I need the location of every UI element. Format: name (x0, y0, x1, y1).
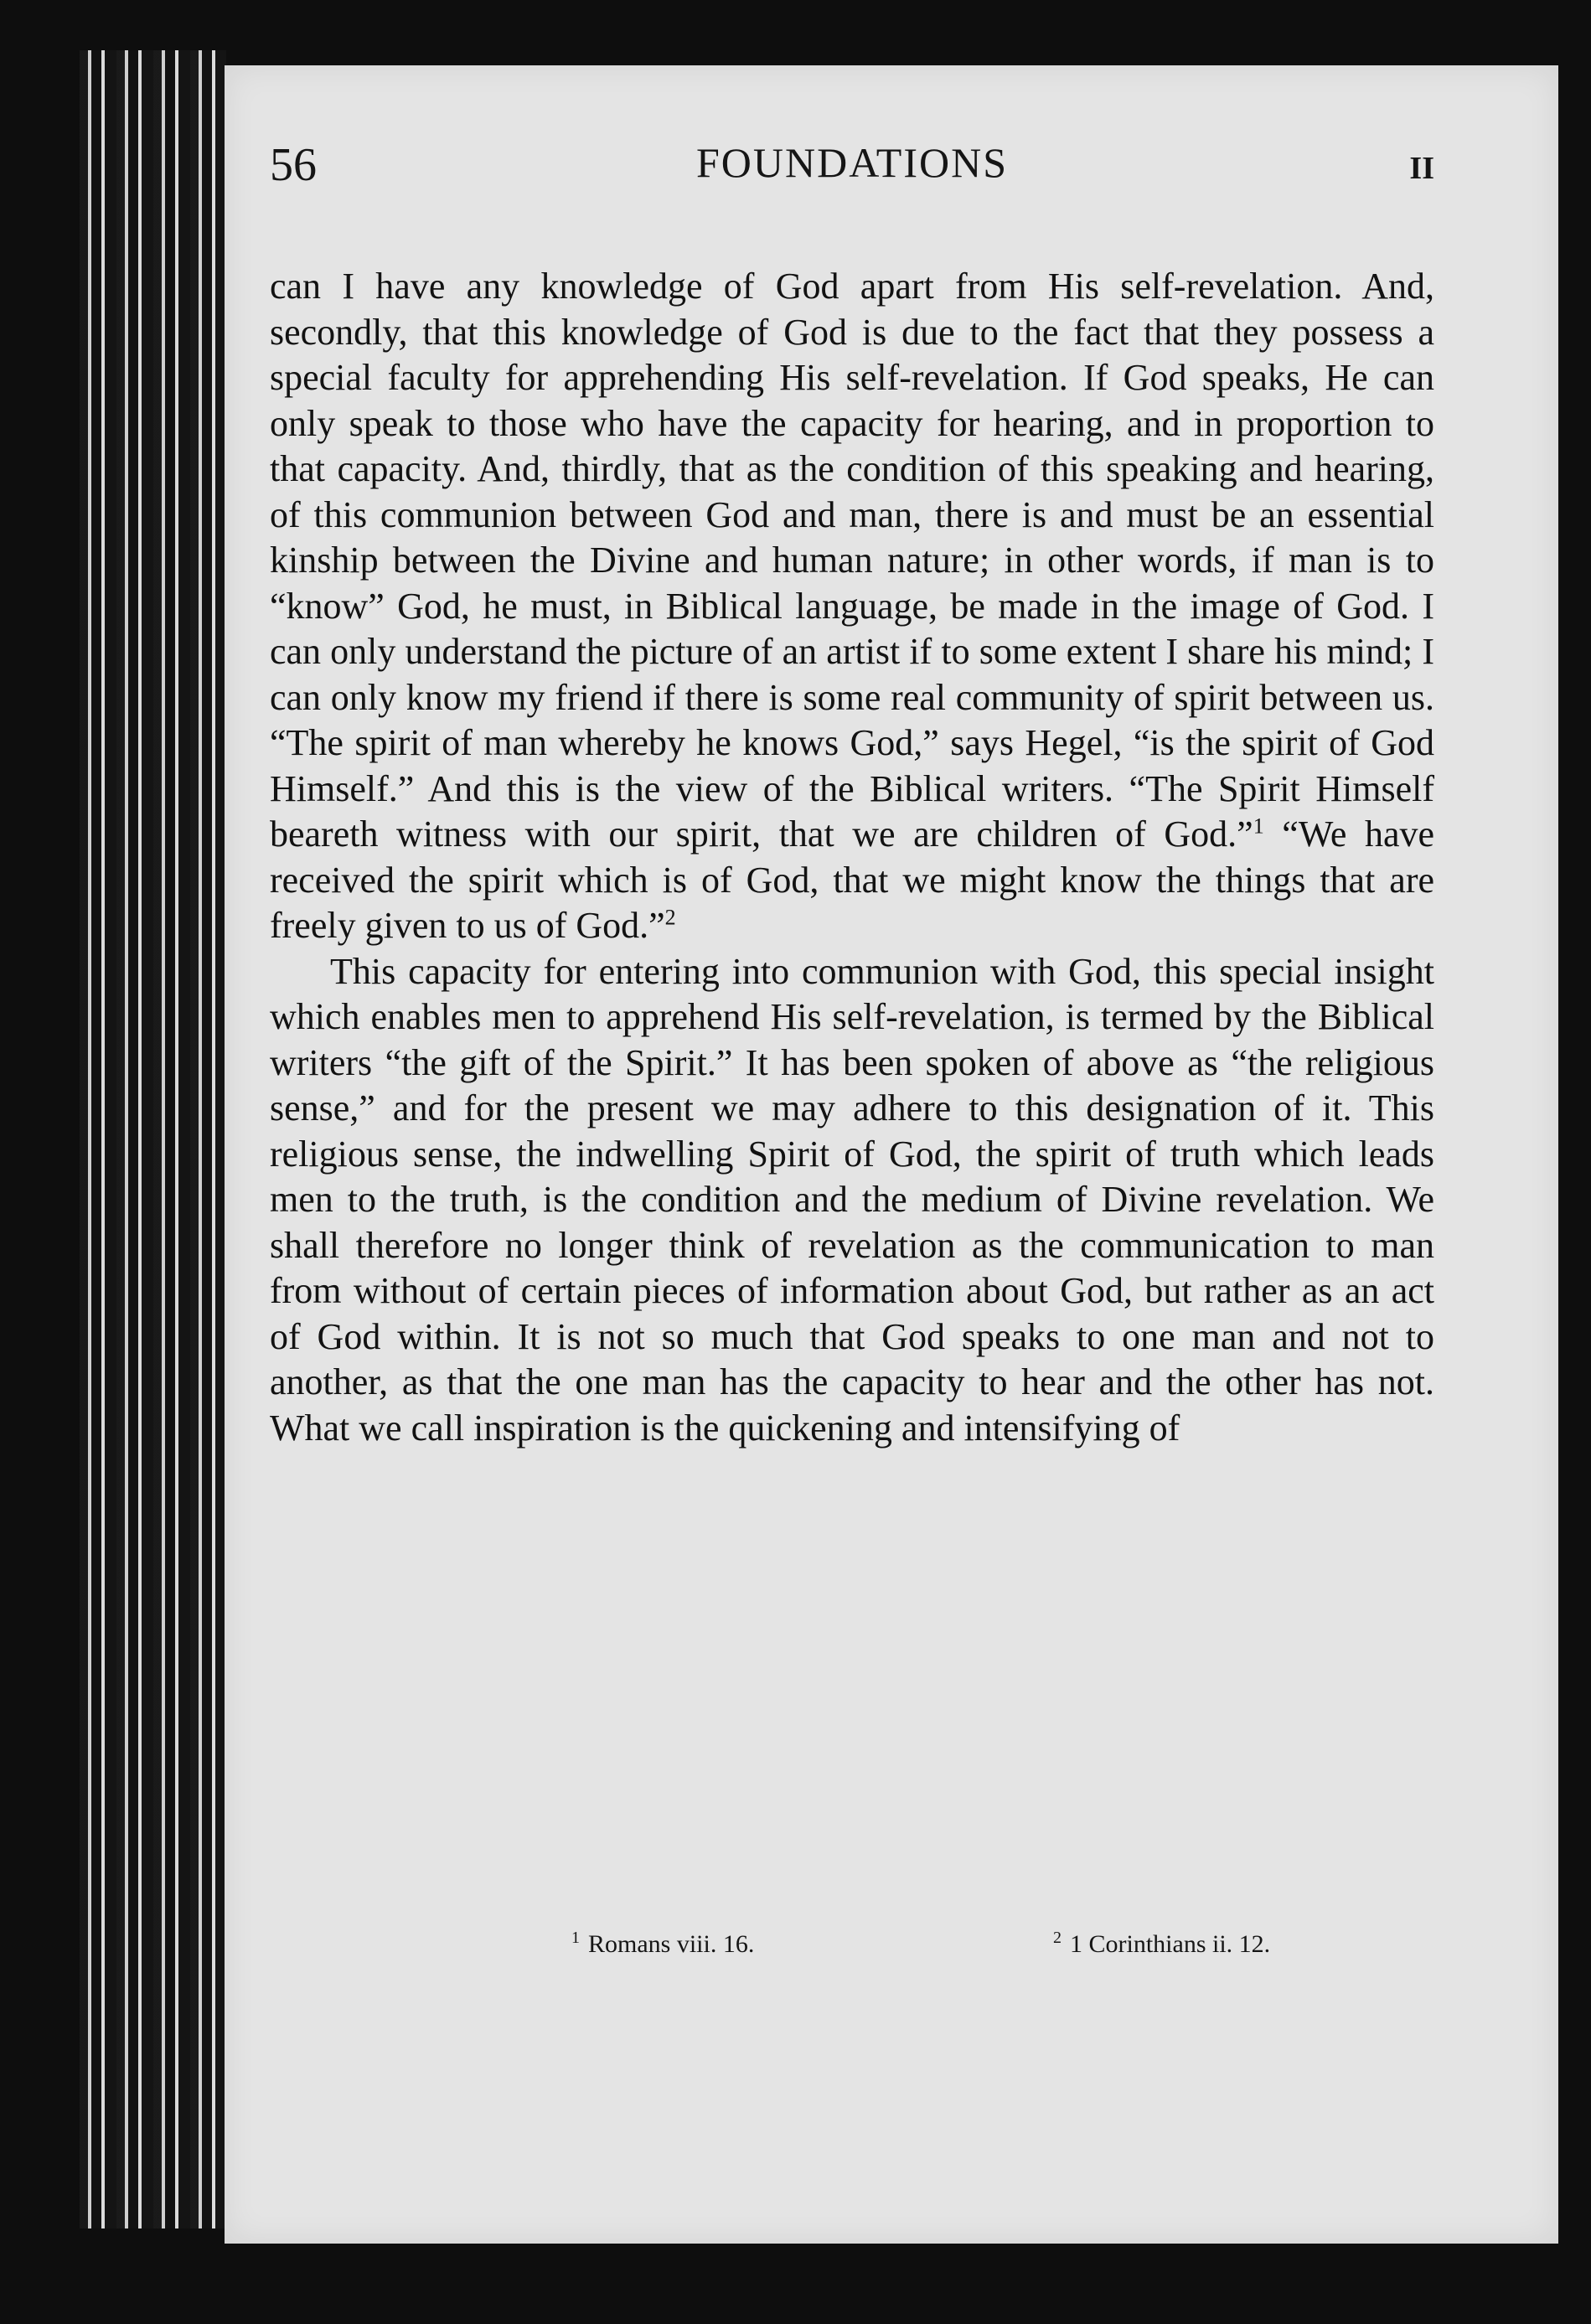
section-number: II (1409, 151, 1434, 186)
footnote-2-text: 1 Corinthians ii. 12. (1070, 1930, 1271, 1958)
footnote-ref-2: 2 (664, 905, 676, 930)
page-number: 56 (270, 139, 317, 191)
footnote-1 (571, 1929, 754, 1959)
paragraph-2: This capacity for entering into communion with God, this special insight which enables men to apprehend His self-revelation, is termed by the Biblical writers “the gift of the Spirit.” It has been spoken of above as “the religious sense,” and for the present we may adhere to this designation of it. This religious sense, the indwelling Spirit of God, the spirit of truth which leads men to the truth, is the condition and the medium of Divine revelation. We shall therefore no longer think of revelation as the communication to man from without of certain pieces of information about God, but rather as an act of God within. It is not so much that God speaks to one man and not to another, as that the one man has the capacity to hear and the other has not. What we call inspiration is the quickening and intensifying of (270, 950, 1434, 1449)
body-text (270, 264, 1434, 1451)
page-header (270, 138, 1434, 214)
footnote-1-mark: 1 (571, 1929, 580, 1947)
paragraph-1-text-2: “We have received the spirit which is of God, that we might know the things that are freely given to us of God.” (270, 813, 1435, 946)
running-title: FOUNDATIONS (695, 139, 1009, 186)
footnotes (270, 1929, 1434, 1970)
footnote-ref-1: 1 (1253, 813, 1264, 839)
book-spine (80, 50, 226, 2228)
footnote-2-mark: 2 (1053, 1929, 1062, 1947)
footnote-2 (1053, 1929, 1270, 1959)
paragraph-1 (270, 264, 1434, 949)
footnote-1-text: Romans viii. 16. (588, 1930, 755, 1958)
paragraph-1-text: can I have any knowledge of God apart from His self-revelation. And, secondly, that this knowledge of God is due to the fact that they possess a special faculty for apprehending His self-revelation. If God speaks, He can only speak to those who have the capacity for hearing, and in proportion to that capacity. And, thirdly, that as the condition of this speaking and hearing, of this communion between God and man, there is and must be an essential kinship between the Divine and human nature; in other words, if man is to “know” God, he must, in Biblical language, be made in the image of God. I can only understand the picture of an artist if to some extent I share his mind; I can only know my friend if there is some real community of spirit between us. “The spirit of man whereby he knows God,” says Hegel, “is the spirit of God Himself.” And this is the view of the Biblical writers. “The Spirit Himself beareth witness with our spirit, that we are children of God.” (270, 266, 1434, 855)
